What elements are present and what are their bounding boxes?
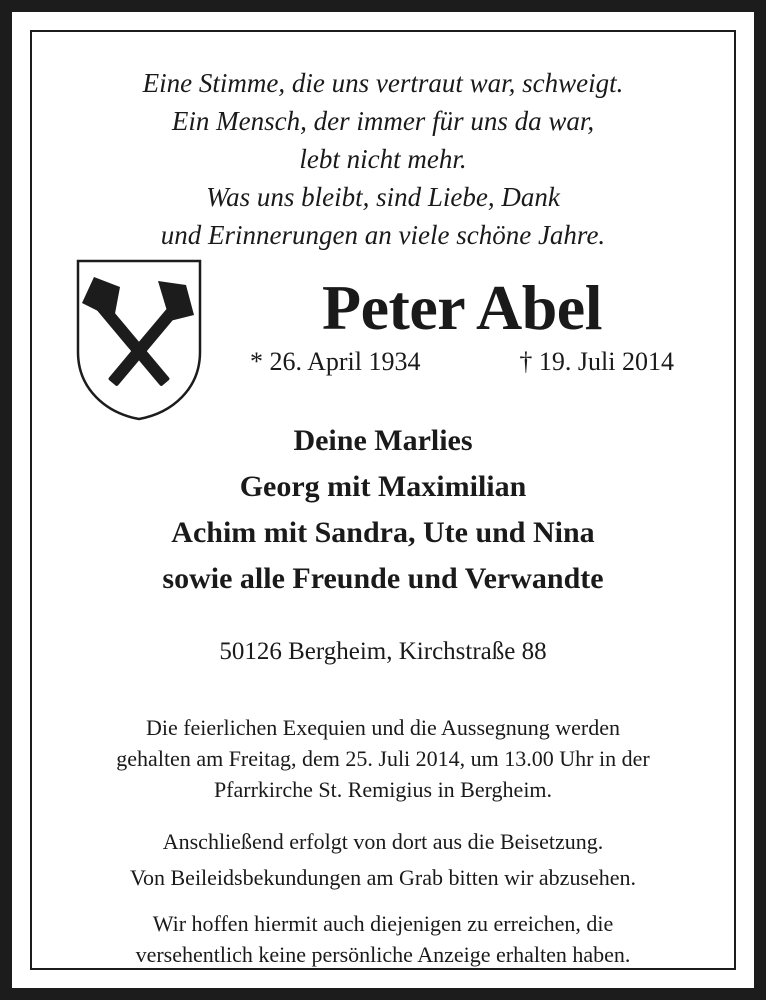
service-notice (32, 712, 734, 805)
life-dates (242, 346, 682, 378)
birth-date: * 26. April 1934 (250, 347, 421, 376)
burial-notice: Anschließend erfolgt von dort aus die Beisetzung. (162, 829, 604, 854)
notice-line: versehentlich keine persönliche Anzeige erhalten haben. (135, 942, 631, 967)
condolences-notice: Von Beileidsbekundungen am Grab bitten wir abzusehen. (129, 865, 637, 890)
memorial-verse (32, 64, 734, 254)
hammer-and-pick-coat-of-arms-icon (74, 257, 204, 422)
mourner-line: Deine Marlies (293, 424, 473, 457)
mourners-list (32, 418, 734, 602)
obituary-inner-border (30, 30, 736, 970)
deceased-name: Peter Abel (322, 272, 602, 343)
verse-line: und Erinnerungen an viele schöne Jahre. (160, 220, 606, 250)
verse-line: Eine Stimme, die uns vertraut war, schweigt. (142, 68, 624, 98)
mourner-line: Achim mit Sandra, Ute und Nina (171, 516, 595, 549)
mourner-line: Georg mit Maximilian (239, 470, 527, 503)
closing-notice (32, 908, 734, 970)
death-date: † 19. Juli 2014 (519, 347, 674, 376)
notice-line: Die feierlichen Exequien und die Aussegnung werden (145, 715, 621, 740)
family-address: 50126 Bergheim, Kirchstraße 88 (219, 638, 547, 665)
notice-line: Pfarrkirche St. Remigius in Bergheim. (213, 777, 553, 802)
notice-line: gehalten am Freitag, dem 25. Juli 2014, um 13.00 Uhr in der (116, 746, 650, 771)
verse-line: Was uns bleibt, sind Liebe, Dank (206, 182, 560, 212)
mourner-line: sowie alle Freunde und Verwandte (162, 562, 604, 595)
verse-line: lebt nicht mehr. (299, 144, 467, 174)
notice-line: Wir hoffen hiermit auch diejenigen zu erreichen, die (152, 911, 614, 936)
verse-line: Ein Mensch, der immer für uns da war, (171, 106, 595, 136)
